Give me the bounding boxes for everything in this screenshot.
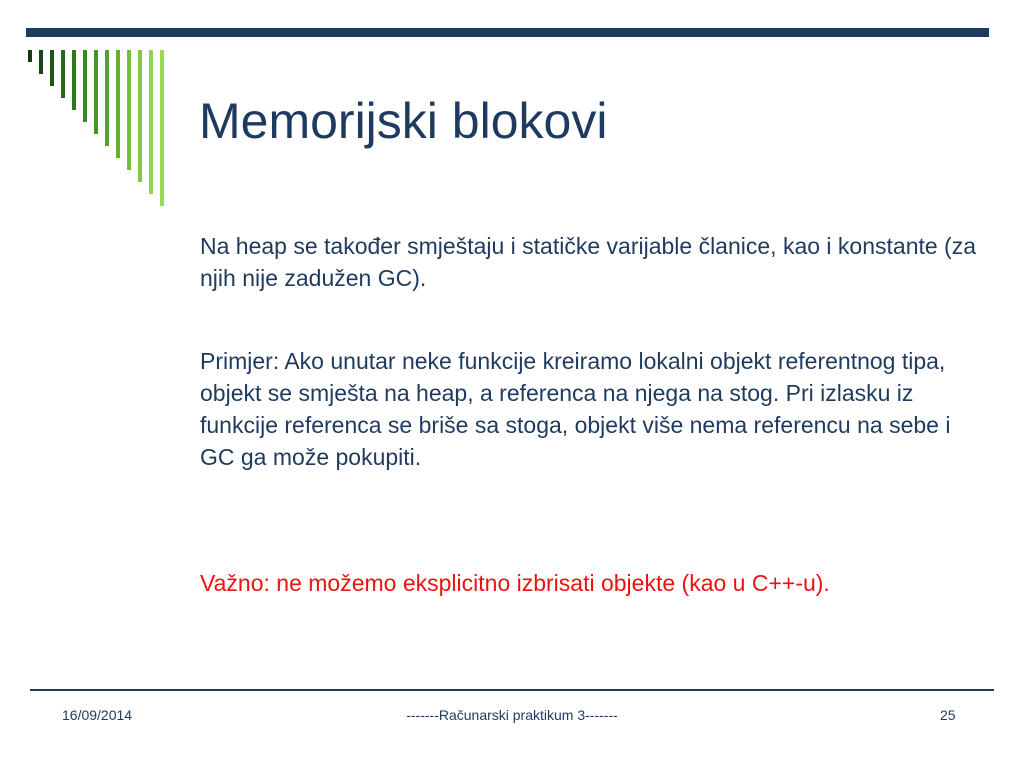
footer-date: 16/09/2014 xyxy=(62,707,133,723)
decorative-stripe xyxy=(83,50,87,122)
footer-divider xyxy=(30,689,994,691)
decorative-stripe xyxy=(61,50,65,98)
decorative-stripe xyxy=(116,50,120,158)
decorative-stripe xyxy=(138,50,142,182)
decorative-stripes xyxy=(0,0,170,210)
decorative-stripe xyxy=(39,50,43,74)
decorative-stripe xyxy=(28,50,32,62)
footer-page-number: 25 xyxy=(940,707,956,723)
slide-title: Memorijski blokovi xyxy=(199,93,608,149)
footer-course-title: -------Računarski praktikum 3------- xyxy=(406,707,618,723)
decorative-stripe xyxy=(127,50,131,170)
decorative-stripe xyxy=(50,50,54,86)
decorative-stripe xyxy=(160,50,164,206)
paragraph-heap-static: Na heap se također smještaju i statičke varijable članice, kao i konstante (za njih nije zadužen GC). xyxy=(200,233,977,291)
decorative-stripe xyxy=(105,50,109,146)
decorative-stripe xyxy=(149,50,153,194)
decorative-stripe xyxy=(72,50,76,110)
paragraph-important-note: Važno: ne možemo eksplicitno izbrisati objekte (kao u C++-u). xyxy=(200,570,830,596)
paragraph-example: Primjer: Ako unutar neke funkcije kreiramo lokalni objekt referentnog tipa, objekt se smješta na heap, a referenca na njega na stog. Pri izlasku iz funkcije referenca se briše sa stoga, objekt više nema referencu na sebe i GC ga može pokupiti. xyxy=(200,348,951,470)
top-accent-bar xyxy=(26,28,989,37)
decorative-stripe xyxy=(94,50,98,134)
